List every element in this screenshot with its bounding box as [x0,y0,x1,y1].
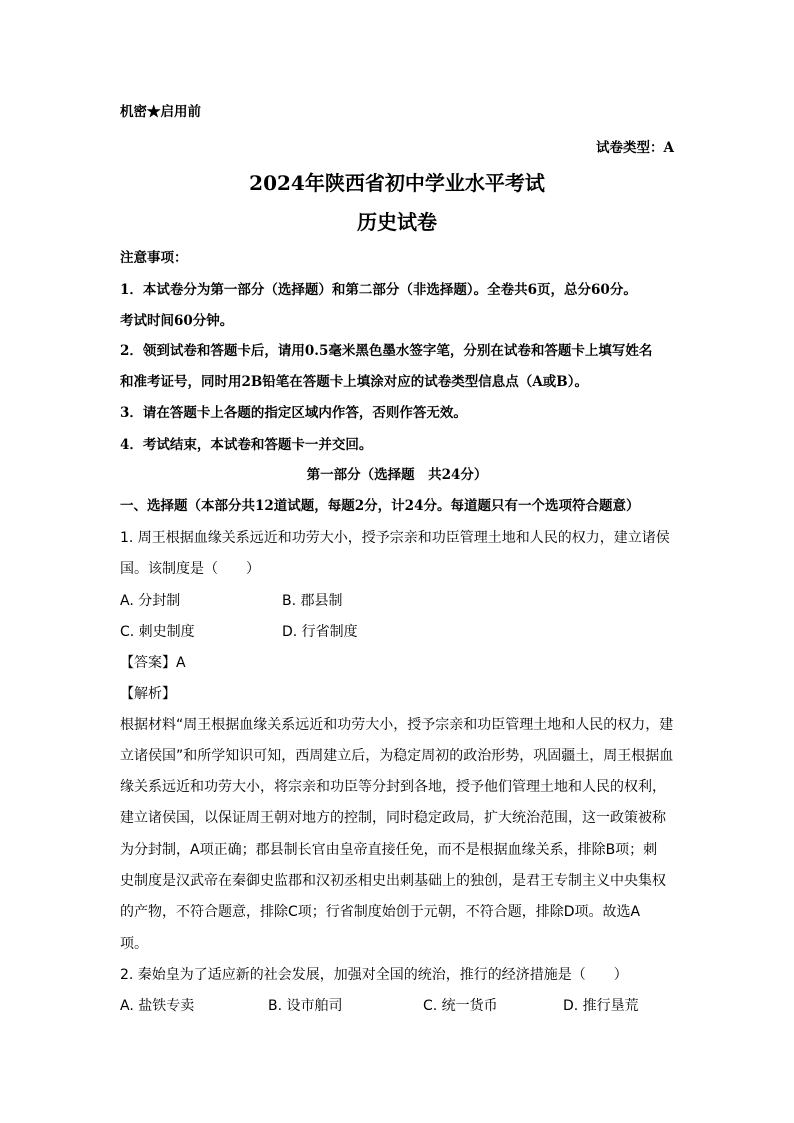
analysis-line: 为分封制，A项正确；郡县制长官由皇帝直接任免，而不是根据血缘关系，排除B项；刺 [120,842,658,858]
analysis-label: 【解析】 [120,686,176,702]
notes-line: 2．领到试卷和答题卡后，请用0.5毫米黑色墨水签字笔，分别在试卷和答题卡上填写姓名 [120,343,653,359]
option-c: C. 刺史制度 [120,624,195,640]
page-subtitle: 历史试卷 [357,210,437,234]
notes-line: 1．本试卷分为第一部分（选择题）和第二部分（非选择题）。全卷共6页，总分60分。 [120,282,637,298]
analysis-line: 的产物，不符合题意，排除C项；行省制度始创于元朝，不符合题，排除D项。故选A [120,904,641,920]
question-stem: 2. 秦始皇为了适应新的社会发展，加强对全国的统治，推行的经济措施是（ ） [120,967,628,983]
notes-heading: 注意事项： [120,250,188,266]
option-d: D. 推行垦荒 [563,998,639,1014]
answer-label: 【答案】A [120,655,186,671]
option-d: D. 行省制度 [282,624,358,640]
analysis-line: 根据材料“周王根据血缘关系远近和功劳大小，授予宗亲和功臣管理土地和人民的权力，建 [120,717,674,733]
notes-line: 4．考试结束，本试卷和答题卡一并交回。 [120,437,373,453]
question-stem: 1. 周王根据血缘关系远近和功劳大小，授予宗亲和功臣管理土地和人民的权力，建立诸侯 [120,530,670,546]
notes-line: 3．请在答题卡上各题的指定区域内作答，否则作答无效。 [120,405,467,421]
page-title: 2024年陕西省初中学业水平考试 [249,171,545,195]
option-c: C. 统一货币 [423,998,498,1014]
part-heading: 第一部分（选择题 共24分） [306,467,488,483]
notes-line: 和准考证号，同时用2B铅笔在答题卡上填涂对应的试卷类型信息点（A或B）。 [120,374,588,390]
analysis-line: 立诸侯国”和所学知识可知，西周建立后，为稳定周初的政治形势，巩固疆土，周王根据血 [120,748,674,764]
analysis-line: 缘关系远近和功劳大小，将宗亲和功臣等分封到各地，授予他们管理土地和人民的权利， [120,779,666,795]
paper-type-label: 试卷类型：A [596,140,674,156]
analysis-line: 史制度是汉武帝在秦御史监郡和汉初丞相史出刺基础上的独创，是君王专制主义中央集权 [120,873,666,889]
analysis-line: 建立诸侯国，以保证周王朝对地方的控制，同时稳定政局，扩大统治范围，这一政策被称 [120,810,666,826]
question-stem: 国。该制度是（ ） [120,561,260,577]
option-a: A. 盐铁专卖 [120,998,195,1014]
option-a: A. 分封制 [120,593,181,609]
option-b: B. 设市舶司 [268,998,343,1014]
confidential-label: 机密★启用前 [120,104,201,120]
analysis-line: 项。 [120,936,148,952]
option-b: B. 郡县制 [282,593,343,609]
notes-line: 考试时间60分钟。 [120,313,234,329]
section-heading: 一、选择题（本部分共12道试题，每题2分，计24分。每道题只有一个选项符合题意） [120,498,640,514]
